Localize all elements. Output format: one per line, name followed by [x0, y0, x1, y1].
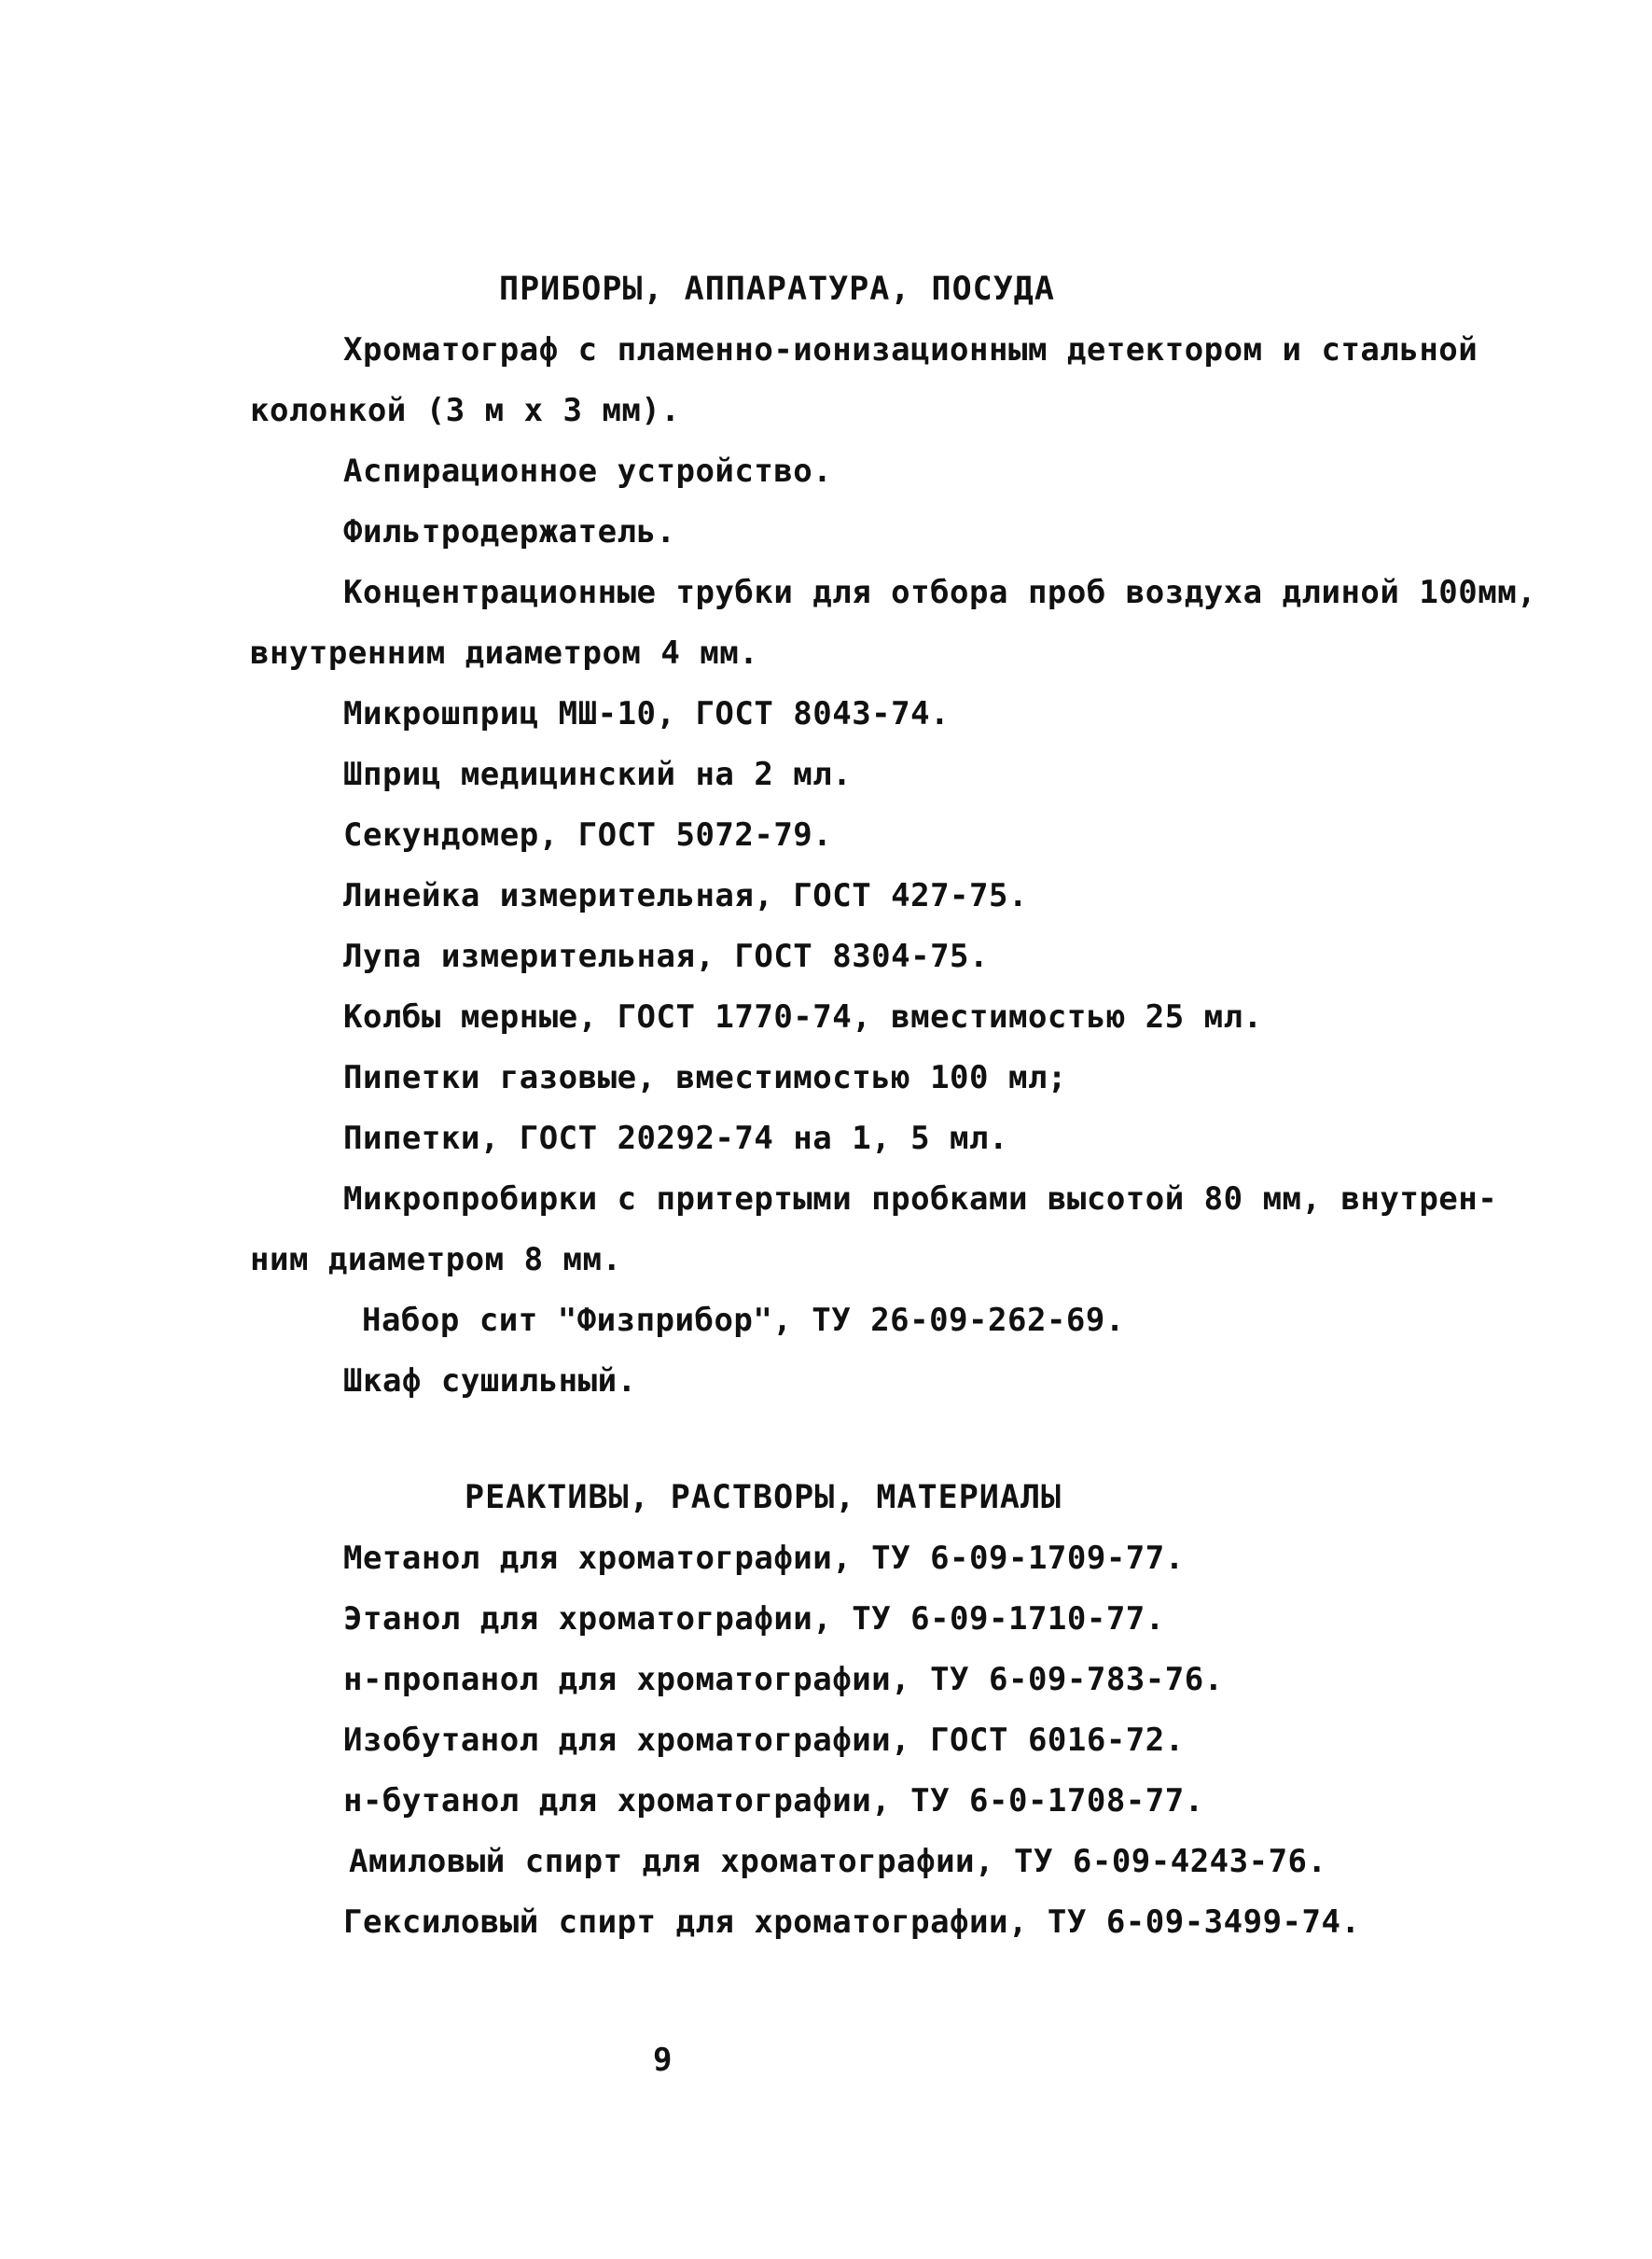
text-line: Хроматограф с пламенно-ионизационным детектором и стальной — [343, 331, 1478, 369]
text-line: колонкой (3 м х 3 мм). — [250, 392, 681, 429]
text-line: Микропробирки с притертыми пробками высотой 80 мм, внутрен- — [343, 1180, 1498, 1218]
text-line: внутренним диаметром 4 мм. — [250, 634, 759, 672]
section-heading-reagents: РЕАКТИВЫ, РАСТВОРЫ, МАТЕРИАЛЫ — [465, 1479, 1062, 1516]
text-line: Микрошприц МШ-10, ГОСТ 8043-74. — [343, 695, 951, 732]
text-line: Линейка измерительная, ГОСТ 427-75. — [343, 877, 1028, 914]
section-heading-instruments: ПРИБОРЫ, АППАРАТУРА, ПОСУДА — [499, 271, 1055, 308]
text-line: Колбы мерные, ГОСТ 1770-74, вместимостью 25 мл. — [343, 998, 1263, 1036]
text-line: Гексиловый спирт для хроматографии, ТУ 6-09-3499-74. — [343, 1903, 1361, 1941]
text-line: н-бутанол для хроматографии, ТУ 6-0-1708-77. — [343, 1782, 1204, 1820]
text-line: н-пропанол для хроматографии, ТУ 6-09-783-76. — [343, 1661, 1224, 1698]
page-number: 9 — [653, 2042, 673, 2079]
text-line: Этанол для хроматографии, ТУ 6-09-1710-77. — [343, 1600, 1165, 1638]
text-line: Набор сит "Физприбор", ТУ 26-09-262-69. — [362, 1302, 1125, 1339]
text-line: ним диаметром 8 мм. — [250, 1241, 622, 1278]
text-line: Шкаф сушильный. — [343, 1362, 637, 1400]
text-line: Концентрационные трубки для отбора проб воздуха длиной 100мм, — [343, 574, 1537, 611]
text-line: Шприц медицинский на 2 мл. — [343, 756, 853, 793]
text-line: Пипетки, ГОСТ 20292-74 на 1, 5 мл. — [343, 1120, 1008, 1157]
text-line: Лупа измерительная, ГОСТ 8304-75. — [343, 938, 990, 975]
text-line: Изобутанол для хроматографии, ГОСТ 6016-72. — [343, 1722, 1185, 1759]
text-line: Фильтродержатель. — [343, 513, 676, 551]
text-line: Секундомер, ГОСТ 5072-79. — [343, 816, 833, 854]
text-line: Аспирационное устройство. — [343, 453, 833, 490]
text-line: Пипетки газовые, вместимостью 100 мл; — [343, 1059, 1067, 1096]
text-line: Метанол для хроматографии, ТУ 6-09-1709-77. — [343, 1540, 1185, 1577]
text-line: Амиловый спирт для хроматографии, ТУ 6-09-4243-76. — [349, 1843, 1327, 1880]
